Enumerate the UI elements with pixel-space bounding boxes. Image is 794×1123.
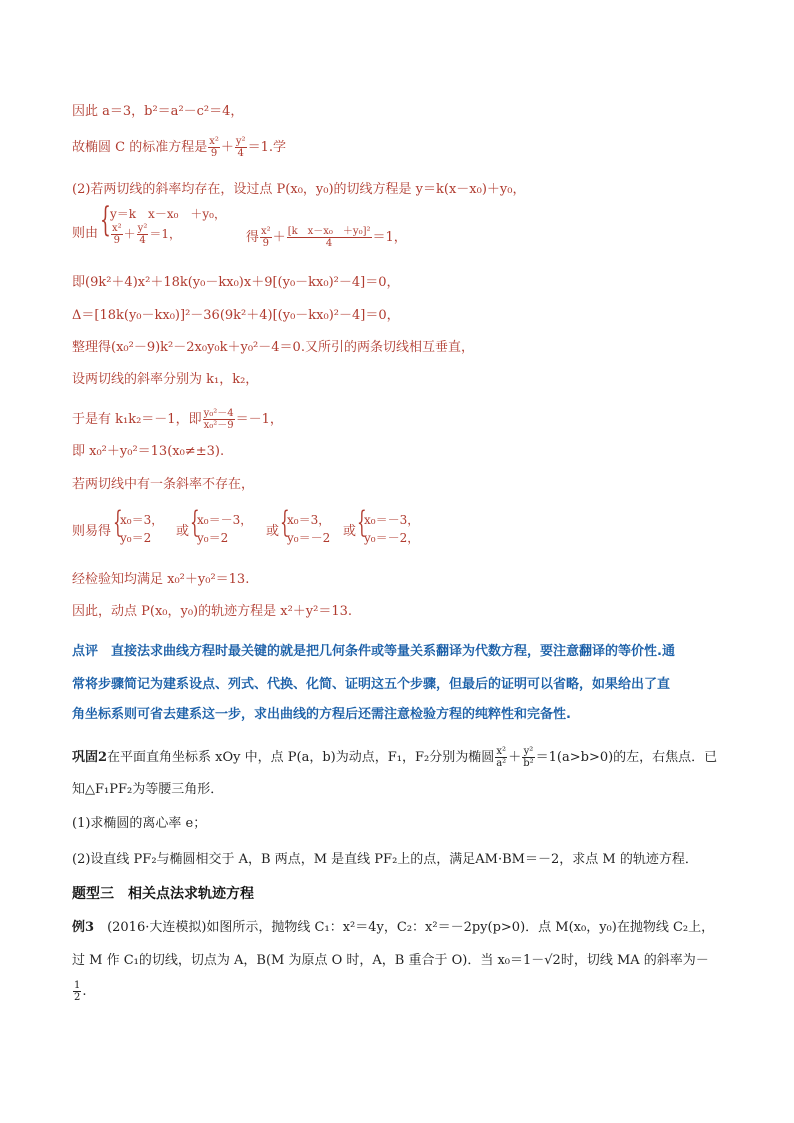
fraction: [260, 226, 272, 249]
left-brace-icon: {: [357, 505, 367, 540]
numerator: x²: [112, 223, 122, 234]
fraction: [287, 226, 372, 249]
consolidate-label: 巩固2: [72, 750, 108, 765]
numerator: y²: [137, 223, 148, 234]
case-system-2: [197, 511, 252, 547]
comment-line-2: 常将步骤简记为建系设点、列式、代换、化简、证明这五个步骤，但最后的证明可以省略，如果给出了直: [72, 677, 671, 692]
text: ＋: [220, 140, 234, 155]
numerator: y²: [523, 746, 534, 757]
fraction: [235, 136, 247, 159]
system-row: y₀＝2: [197, 531, 229, 545]
line-conclusion: 因此，动点 P(x₀，y₀)的轨迹方程是 x²＋y²＝13.: [72, 604, 353, 619]
consolidate-line-2: 知△F₁PF₂为等腰三角形．: [72, 782, 224, 797]
comment-line-3: 角坐标系则可省去建系这一步，求出曲线的方程后还需注意检验方程的纯粹性和完备性.: [72, 707, 571, 722]
left-brace-icon: {: [100, 200, 111, 240]
comment-label: 点评: [72, 644, 99, 659]
denominator: 9: [210, 148, 218, 159]
fraction: [137, 223, 149, 246]
numerator: x²: [209, 136, 219, 147]
denominator: 9: [262, 238, 270, 249]
or-text: 或: [266, 524, 280, 539]
example-line-2: 过 M 作 C₁的切线，切点为 A，B(M 为原点 O 时，A，B 重合于 O)．当 x₀＝1－√2时，切线 MA 的斜率为－: [72, 953, 709, 968]
denominator: 4: [325, 238, 333, 249]
line-quadratic: 即(9k²＋4)x²＋18k(y₀－kx₀)x＋9[(y₀－kx₀)²－4]＝0，: [72, 275, 400, 290]
text: ＝1(a>b>0)的左，右焦点．已: [535, 750, 718, 765]
fraction: [73, 980, 81, 1003]
line-simplify: 整理得(x₀²－9)k²－2x₀y₀k＋y₀²－4＝0.又所引的两条切线相互垂直，: [72, 340, 474, 355]
numerator: [k x－x₀ ＋y₀]²: [287, 226, 371, 237]
denominator: x₀²－9: [203, 420, 234, 431]
numerator: x²: [261, 226, 271, 237]
fraction: [203, 408, 235, 431]
example-line-3: [72, 980, 87, 1003]
text: 得: [246, 230, 260, 245]
system-row: x₀＝－3，: [197, 513, 253, 527]
left-brace-icon: {: [113, 505, 123, 540]
consolidate-question-2: (2)设直线 PF₂与椭圆相交于 A，B 两点，M 是直线 PF₂上的点，满足AM·BM＝－2，求点 M 的轨迹方程．: [72, 852, 698, 867]
fraction: [495, 746, 507, 769]
system-row: x₀＝3，: [287, 513, 331, 527]
numerator: y²: [235, 136, 246, 147]
equation-system: [110, 205, 226, 246]
system-row: $\frac{\text{x²}}{9}$ ＋ $\frac{\text{y²}}{4}$ ＝1，: [112, 223, 181, 246]
line-circle: 即 x₀²＋y₀²＝13(x₀≠±3).: [72, 444, 225, 459]
text: 直接法求曲线方程时最关键的就是把几何条件或等量关系翻译为代数方程，要注意翻译的等价性.通: [111, 644, 675, 659]
denominator: 9: [113, 235, 121, 246]
text: ＝－1，: [235, 412, 283, 427]
numerator: y₀²－4: [203, 408, 234, 419]
line-ellipse-equation: [72, 136, 286, 159]
denominator: 4: [237, 148, 244, 159]
system-row: y₀＝－2: [287, 531, 331, 545]
text: 故椭圆 C 的标准方程是: [72, 140, 208, 155]
comment-line-1: [72, 644, 675, 660]
system-row: x₀＝3，: [120, 513, 164, 527]
text: 于是有 k₁k₂＝－1，即: [72, 412, 202, 427]
case-system-4: [364, 511, 419, 547]
text: ＝1，: [372, 230, 407, 245]
left-brace-icon: {: [280, 505, 290, 540]
line-substituted: 得 $\frac{\text{x²}}{9}$ ＋ $\frac{\text{[k x－x₀ ＋y₀]²}}{4}$ ＝1，: [246, 226, 407, 249]
fraction: [208, 136, 220, 159]
or-text: 或: [343, 524, 357, 539]
text: ＝1，: [149, 227, 181, 241]
line-a-value: 因此 a＝3，b²＝a²－c²＝4，: [72, 104, 244, 119]
case-system-3: [287, 511, 330, 547]
text: (2016·大连模拟)如图所示，抛物线 C₁：x²＝4y，C₂：x²＝－2py(p>0)．点 M(x₀，y₀)在抛物线 C₂上，: [107, 920, 715, 935]
line-system-label: 则由: [72, 226, 99, 241]
text: .: [82, 984, 87, 999]
line-slopes: 设两切线的斜率分别为 k₁，k₂，: [72, 372, 259, 387]
section-title: 题型三 相关点法求轨迹方程: [72, 886, 254, 902]
denominator: 2: [74, 992, 81, 1003]
system-row: y₀＝－2，: [364, 531, 420, 545]
example-line-1: [72, 920, 714, 936]
consolidate-question-1: (1)求椭圆的离心率 e；: [72, 816, 207, 831]
denominator: b²: [523, 758, 534, 769]
line-product: [72, 408, 283, 431]
consolidate-line-1: 巩固2在平面直角坐标系 xOy 中，点 P(a，b)为动点，F₁，F₂分别为椭圆 $\frac{\text{x²}}{\text{a²}}$ ＋ $\frac{\text{y²}}{\text{b²}}$ ＝1(a>b>0)的左，右焦点．已: [72, 746, 718, 769]
or-text: 或: [176, 524, 190, 539]
line-verify: 经检验知均满足 x₀²＋y₀²＝13.: [72, 572, 250, 587]
denominator: a²: [496, 758, 507, 769]
fraction: [111, 223, 123, 246]
denominator: 4: [139, 235, 146, 246]
line-discriminant: Δ＝[18k(y₀－kx₀)]²－36(9k²＋4)[(y₀－kx₀)²－4]＝0，: [72, 308, 400, 323]
example-label: 例3: [72, 920, 95, 935]
line-easy-get: 则易得: [72, 524, 112, 539]
system-row: y＝k x－x₀ ＋y₀，: [110, 207, 226, 221]
system-row: x₀＝－3，: [364, 513, 420, 527]
system-row: y₀＝2: [120, 531, 152, 545]
numerator: 1: [74, 980, 81, 991]
line-no-slope: 若两切线中有一条斜率不存在，: [72, 477, 255, 492]
text: ＝1.学: [247, 140, 286, 155]
text: 在平面直角坐标系 xOy 中，点 P(a，b)为动点，F₁，F₂分别为椭圆: [107, 750, 495, 765]
numerator: x²: [496, 746, 507, 757]
case-system-1: [120, 511, 163, 547]
fraction: [522, 746, 534, 769]
left-brace-icon: {: [190, 505, 200, 540]
line-part2-intro: (2)若两切线的斜率均存在，设过点 P(x₀，y₀)的切线方程是 y＝k(x－x₀)＋y₀，: [72, 182, 526, 197]
